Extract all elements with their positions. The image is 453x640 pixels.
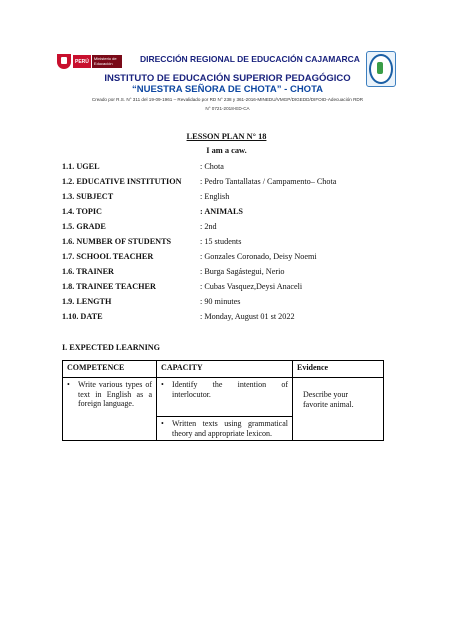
info-key: 1.6. TRAINER [62,267,114,276]
info-value: : English [200,192,230,201]
institute-name: “NUESTRA SEÑORA DE CHOTA” - CHOTA [131,84,324,95]
info-row [62,237,402,249]
evidence-cell [293,378,384,441]
info-row [62,312,402,324]
capacity-text: Written texts using grammatical theory and appropriate lexicon. [172,419,288,438]
info-row [62,177,402,189]
info-key: 1.5. GRADE [62,222,106,231]
bullet-icon: • [161,380,164,389]
info-value: : Burga Sagástegui, Nerio [200,267,285,276]
info-key: 1.7. SCHOOL TEACHER [62,252,154,261]
info-key: 1.8. TRAINEE TEACHER [62,282,156,291]
creation-note: Creado por R.S. N° 311 del 19-09-1961 – Revalidado por RD N° 238 y 361-2016-MINEDU/VMGP/DIGEDD/DIFOID-Adecuación RDR [91,97,364,102]
info-value: : Pedro Tantallatas / Campamento– Chota [200,177,337,186]
lesson-plan-title: LESSON PLAN N° 18 [186,132,267,141]
evidence-text: Describe your favorite animal. [303,390,354,409]
ministry-logo [57,54,125,69]
info-key: 1.9. LENGTH [62,297,112,306]
info-value: : Cubas Vasquez,Deysi Anaceli [200,282,303,291]
info-row [62,252,402,264]
header-competence: COMPETENCE [63,361,157,378]
institute-title: INSTITUTO DE EDUCACIÓN SUPERIOR PEDAGÓGICO [104,73,351,84]
section-heading: I. EXPECTED LEARNING [62,343,161,352]
capacity-text: Identify the intention of interlocutor. [172,380,288,399]
info-row [62,192,402,204]
info-row [62,162,402,174]
info-key: 1.3. SUBJECT [62,192,114,201]
bullet-icon: • [161,419,164,428]
table-header-row [63,361,384,378]
info-key: 1.1. UGEL [62,162,100,171]
table-row [63,378,384,417]
header-evidence: Evidence [293,361,384,378]
capacity-cell [157,378,293,417]
ministry-label: Ministerio de Educación [92,55,122,68]
info-key: 1.6. NUMBER OF STUDENTS [62,237,172,246]
lesson-plan-subtitle: I am a caw. [206,146,247,155]
resolution-number: N° 0721-2018-ED-CA [205,106,250,111]
info-key: 1.4. TOPIC [62,207,102,216]
info-value: : 2nd [200,222,217,231]
info-key: 1.2. EDUCATIVE INSTITUTION [62,177,182,186]
info-value: : 90 minutes [200,297,241,306]
competence-text: Write various types of text in English as a foreign language. [78,380,153,408]
peru-label: PERÚ [73,55,91,68]
info-value: : Gonzales Coronado, Deisy Noemi [200,252,317,261]
info-row [62,297,402,309]
info-row [62,207,402,219]
header-capacity: CAPACITY [157,361,293,378]
info-row [62,267,402,279]
bullet-icon: • [67,380,70,389]
info-value: : Monday, August 01 st 2022 [200,312,295,321]
info-value: : Chota [200,162,224,171]
competence-cell [63,378,157,441]
info-value: : 15 students [200,237,242,246]
info-row [62,282,402,294]
letterhead [50,48,405,118]
info-key: 1.10. DATE [62,312,103,321]
expected-learning-table [62,360,384,441]
dre-title: DIRECCIÓN REGIONAL DE EDUCACIÓN CAJAMARCA [140,54,360,64]
info-value: : ANIMALS [200,207,243,216]
capacity-cell [157,417,293,441]
info-row [62,222,402,234]
peru-shield-icon [57,54,71,69]
